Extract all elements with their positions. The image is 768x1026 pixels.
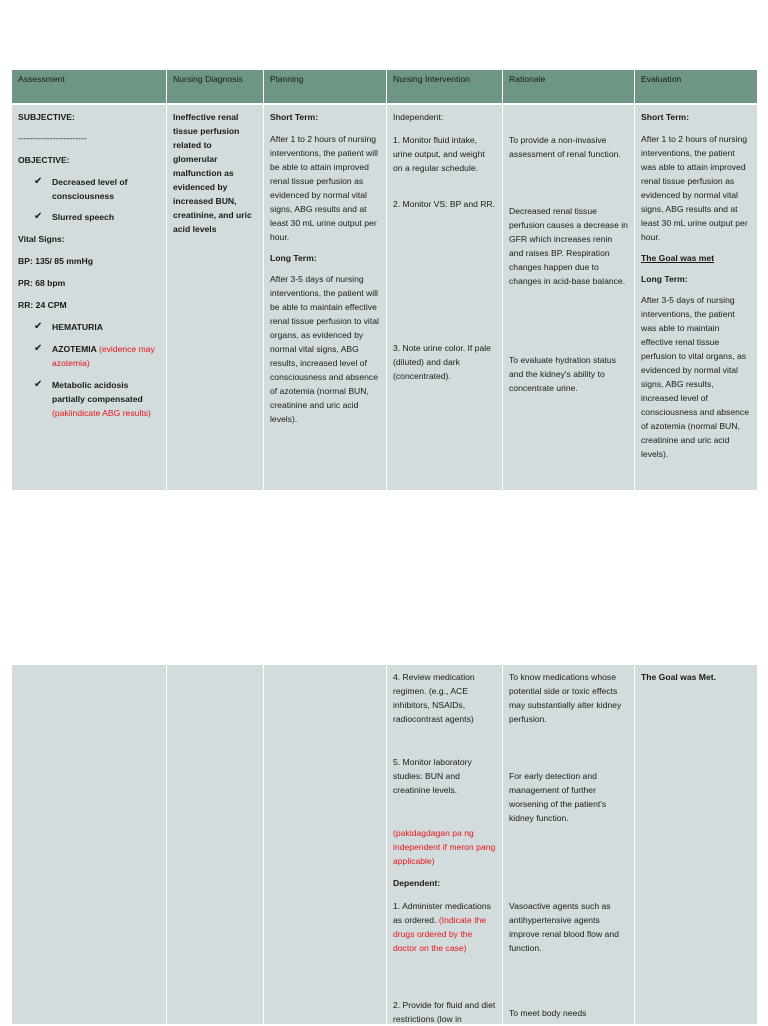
- rationale-item: To provide a non-invasive assessment of renal function.: [509, 135, 621, 159]
- check-text: Decreased level of consciousness: [52, 177, 128, 201]
- rationale-item: For early detection and management of further worsening of the patient's kidney function.: [509, 771, 607, 823]
- diagnosis-cell: [167, 665, 264, 1024]
- rationale-item: To know medications whose potential side or toxic effects may substantially alter kidney perfusion.: [509, 672, 622, 724]
- planning-long-label: Long Term:: [270, 253, 317, 263]
- intervention-item: [393, 899, 496, 955]
- evaluation-short-label: Short Term:: [641, 112, 690, 122]
- assessment-cell: [12, 105, 167, 490]
- checkmark-icon: ✔: [34, 176, 43, 187]
- assessment-check-item: [18, 320, 160, 334]
- intervention-item: 5. Monitor laboratory studies: BUN and creatinine levels.: [393, 757, 472, 795]
- evaluation-long-label: Long Term:: [641, 274, 688, 284]
- planning-short-text: After 1 to 2 hours of nursing interventions, the patient will be able to attain improved renal tissue perfusion as evidenced by normal vital signs, ABG results and at least 30 mL urine output per hour.: [270, 134, 378, 242]
- red-note: (pakiindicate ABG results): [52, 408, 151, 418]
- intervention-cell: [387, 105, 503, 490]
- assessment-check-item: [18, 342, 160, 370]
- care-plan-table-page1: [12, 70, 757, 490]
- planning-cell: [264, 105, 387, 490]
- goal-met-label: The Goal was Met.: [641, 672, 716, 682]
- evaluation-cell: [635, 105, 757, 490]
- table-header-row: [12, 70, 757, 103]
- vital-rr: RR: 24 CPM: [18, 300, 67, 310]
- checkmark-icon: ✔: [34, 321, 43, 332]
- intervention-cell: [387, 665, 503, 1024]
- header-planning: Planning: [264, 70, 387, 103]
- table-body: [12, 105, 757, 490]
- header-nursing-diagnosis: Nursing Diagnosis: [167, 70, 264, 103]
- assessment-cell: [12, 665, 167, 1024]
- red-note: (Indicate the drugs ordered by the doctor on the case): [393, 915, 487, 953]
- rationale-item: Decreased renal tissue perfusion causes a decrease in GFR which increases renin and raises BP. Respiration changes happen due to changes in acid-base balance.: [509, 206, 628, 286]
- intervention-item: 1. Monitor fluid intake, urine output, and weight on a regular schedule.: [393, 135, 485, 173]
- vital-signs-label: Vital Signs:: [18, 234, 65, 244]
- diagnosis-cell: [167, 105, 264, 490]
- evaluation-short-text: After 1 to 2 hours of nursing interventions, the patient was able to attain improved renal tissue perfusion as evidenced by normal vital signs, ABG results and at least 30 mL urine output per hour.: [641, 134, 748, 242]
- intervention-item: 3. Note urine color. If pale (diluted) and dark (concentrated).: [393, 343, 491, 381]
- subjective-label: SUBJECTIVE:: [18, 112, 75, 122]
- check-text: Metabolic acidosis partially compensated: [52, 380, 143, 404]
- checkmark-icon: ✔: [34, 211, 43, 222]
- planning-long-text: After 3-5 days of nursing interventions, the patient will be able to maintain effective renal tissue perfusion to vital organs, as evidenced by normal vital signs, ABG results, increased level of consciousness and absence of azotemia (normal BUN, creatinine and uric acid levels).: [270, 274, 379, 424]
- assessment-check-item: [18, 378, 160, 420]
- header-assessment: Assessment: [12, 70, 167, 103]
- check-text: Slurred speech: [52, 212, 115, 222]
- subjective-value: ------------------------: [18, 133, 87, 143]
- rationale-item: To meet body needs: [509, 1008, 587, 1018]
- planning-short-label: Short Term:: [270, 112, 319, 122]
- objective-label: OBJECTIVE:: [18, 155, 70, 165]
- rationale-cell: [503, 105, 635, 490]
- independent-label: Independent:: [393, 112, 444, 122]
- checkmark-icon: ✔: [34, 343, 43, 354]
- vital-bp: BP: 135/ 85 mmHg: [18, 256, 93, 266]
- header-evaluation: Evaluation: [641, 74, 682, 84]
- red-note: (evidence may azotemia): [52, 344, 155, 368]
- goal-met-label: The Goal was met: [641, 253, 715, 263]
- care-plan-table-page2: [12, 665, 757, 1024]
- check-text: HEMATURIA: [52, 322, 103, 332]
- assessment-check-item: [18, 210, 160, 224]
- intervention-item: 4. Review medication regimen. (e.g., ACE inhibitors, NSAIDs, radiocontrast agents): [393, 672, 475, 724]
- intervention-item: 2. Monitor VS: BP and RR.: [393, 199, 496, 209]
- header-rationale: Rationale: [503, 70, 635, 103]
- red-note: (pakidagdagan pa ng independent if meron pang applicable): [393, 828, 496, 866]
- diagnosis-text: Ineffective renal tissue perfusion related to glomerular malfunction as evidenced by increased BUN, creatinine, and uric acid levels: [173, 112, 252, 234]
- intervention-item: 2. Provide for fluid and diet restrictions (low in: [393, 1000, 496, 1024]
- intervention-text: 1. Administer medications as ordered.: [393, 901, 491, 925]
- evaluation-long-text: After 3-5 days of nursing interventions, the patient was able to maintain effective renal tissue perfusion to vital organs, as evidenced by normal vital signs, ABG results, increased level of consciousness and absence of azotemia (normal BUN, creatinine and uric acid levels).: [641, 295, 749, 459]
- rationale-item: To evaluate hydration status and the kidney's ability to concentrate urine.: [509, 355, 617, 393]
- header-nursing-intervention: Nursing Intervention: [387, 70, 503, 103]
- evaluation-cell: [635, 665, 757, 1024]
- check-text: AZOTEMIA: [52, 344, 99, 354]
- checkmark-icon: ✔: [34, 379, 43, 390]
- rationale-item: Vasoactive agents such as antihypertensive agents improve renal blood flow and function.: [509, 901, 619, 953]
- planning-cell: [264, 665, 387, 1024]
- vital-pr: PR: 68 bpm: [18, 278, 66, 288]
- assessment-check-item: [18, 175, 160, 203]
- dependent-label: Dependent:: [393, 878, 441, 888]
- rationale-cell: [503, 665, 635, 1024]
